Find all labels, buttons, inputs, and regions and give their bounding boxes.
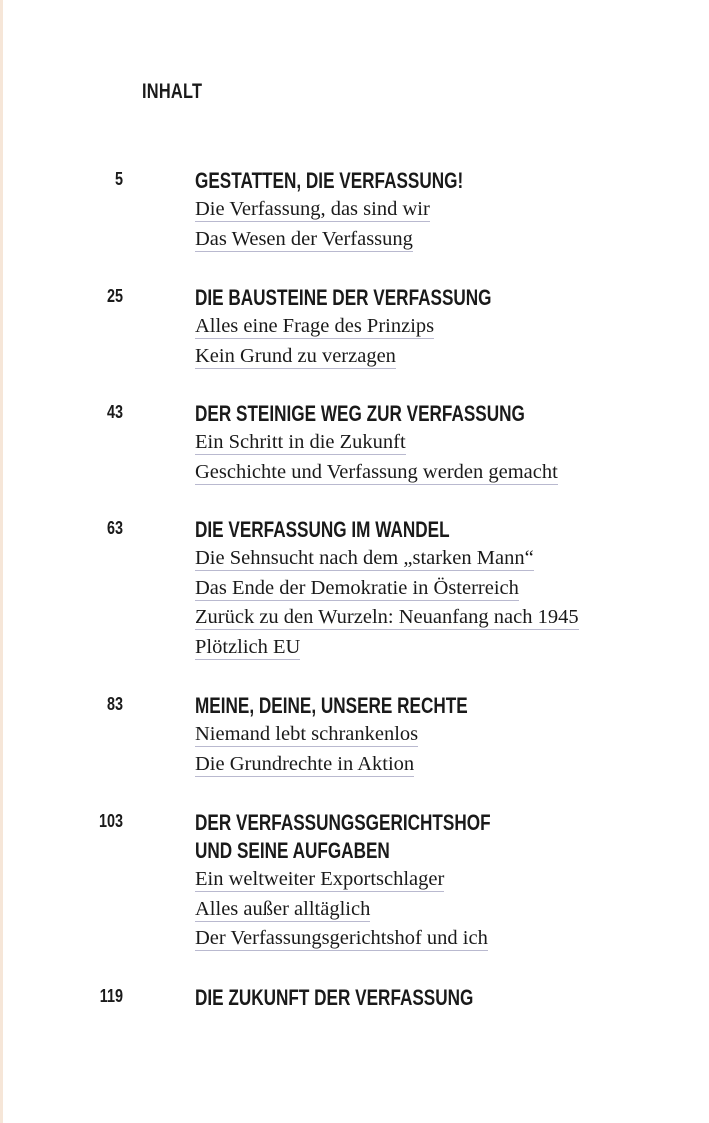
subsection-link[interactable]: [195, 546, 579, 576]
subsection-list: [195, 722, 418, 781]
subsection-link[interactable]: [195, 722, 418, 752]
section-title[interactable]: [195, 167, 463, 195]
subsection-label: Plötzlich EU: [195, 635, 301, 658]
subsection-label: Die Grundrechte in Aktion: [195, 752, 415, 775]
subsection-list: [195, 314, 434, 373]
subsection-label: Zurück zu den Wurzeln: Neuanfang nach 1945: [195, 606, 579, 628]
subsection-link[interactable]: [195, 314, 434, 344]
page-title: INHALT: [142, 80, 203, 103]
subsection-label: Das Ende der Demokratie in Österreich: [195, 576, 519, 599]
page-number: 43: [106, 402, 123, 422]
section-title-line: UND SEINE AUFGABEN: [195, 838, 390, 863]
section-title-line: DIE VERFASSUNG IM WANDEL: [195, 517, 450, 542]
page-number: 5: [114, 169, 123, 189]
subsection-label: Ein Schritt in die Zukunft: [195, 431, 406, 453]
section-title[interactable]: [195, 516, 450, 544]
subsection-label: Niemand lebt schrankenlos: [195, 723, 419, 745]
subsection-list: [195, 546, 579, 664]
subsection-label: Alles eine Frage des Prinzips: [195, 315, 435, 337]
section-title[interactable]: [195, 809, 491, 865]
section-title[interactable]: [195, 284, 492, 312]
subsection-label: Geschichte und Verfassung werden gemacht: [195, 460, 558, 483]
subsection-link[interactable]: [195, 605, 579, 635]
section-title-line: DER VERFASSUNGSGERICHTSHOF: [195, 810, 491, 835]
section-title-line: GESTATTEN, DIE VERFASSUNG!: [195, 168, 464, 193]
subsection-link[interactable]: [195, 926, 488, 956]
subsection-link[interactable]: [195, 752, 418, 782]
section-title-line: DIE BAUSTEINE DER VERFASSUNG: [195, 285, 492, 310]
section-title-line: DER STEINIGE WEG ZUR VERFASSUNG: [195, 401, 525, 426]
page-number: 103: [98, 811, 123, 831]
subsection-link[interactable]: [195, 635, 579, 665]
subsection-label: Die Verfassung, das sind wir: [195, 198, 430, 220]
section-title[interactable]: [195, 692, 468, 720]
subsection-link[interactable]: [195, 897, 488, 927]
subsection-link[interactable]: [195, 576, 579, 606]
subsection-label: Kein Grund zu verzagen: [195, 344, 396, 367]
section-title-line: MEINE, DEINE, UNSERE RECHTE: [195, 693, 468, 718]
subsection-link[interactable]: [195, 430, 558, 460]
page-number: 25: [106, 286, 123, 306]
page-edge: [0, 0, 3, 1123]
section-title[interactable]: [195, 400, 525, 428]
subsection-label: Die Sehnsucht nach dem „starken Mann“: [195, 547, 534, 569]
subsection-link[interactable]: [195, 197, 430, 227]
page-number: 63: [106, 518, 123, 538]
subsection-link[interactable]: [195, 867, 488, 897]
section-title-line: DIE ZUKUNFT DER VERFASSUNG: [195, 985, 474, 1010]
subsection-label: Alles außer alltäglich: [195, 897, 371, 920]
page-number: 119: [99, 986, 123, 1006]
subsection-label: Das Wesen der Verfassung: [195, 227, 413, 250]
subsection-link[interactable]: [195, 344, 434, 374]
subsection-list: [195, 867, 488, 956]
subsection-link[interactable]: [195, 460, 558, 490]
section-title[interactable]: [195, 984, 473, 1012]
subsection-link[interactable]: [195, 227, 430, 257]
page-number: 83: [106, 694, 123, 714]
subsection-list: [195, 197, 430, 256]
subsection-label: Der Verfassungsgerichtshof und ich: [195, 927, 488, 949]
subsection-label: Ein weltweiter Exportschlager: [195, 868, 445, 890]
subsection-list: [195, 430, 558, 489]
